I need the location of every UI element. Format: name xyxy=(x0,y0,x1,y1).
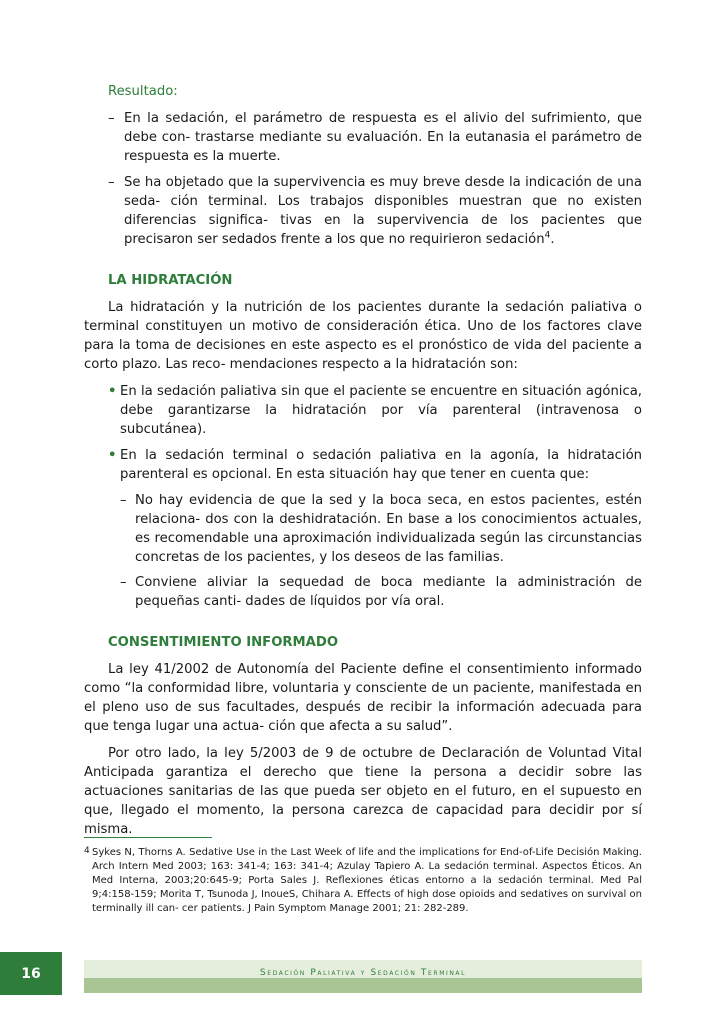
resultado-item xyxy=(84,173,642,249)
resultado-label: Resultado: xyxy=(108,84,178,99)
footer-bar xyxy=(84,978,642,993)
hidratacion-bullet xyxy=(84,446,642,484)
footnote-number: 4 xyxy=(84,846,90,856)
consentimiento-paragraph: La ley 41/2002 de Autonomía del Paciente define el consentimiento informado como “la conformidad libre, voluntaria y consciente de un paciente, manifestada en el pleno uso de sus facultades, después de recibir la información adecuada para que tenga lugar una actua- ción que afecta a su salud”. xyxy=(84,662,642,734)
sub-item-text: No hay evidencia de que la sed y la boca seca, en estos pacientes, estén relaciona- dos con la deshidratación. En base a los conocimientos actuales, es recomendable una aproximación individualizada según las circunstancias concretas de los pacientes, y los deseos de las familias. xyxy=(135,493,642,565)
hidratacion-sub-item xyxy=(84,573,642,611)
footnote-divider xyxy=(84,837,212,838)
resultado-item xyxy=(84,109,642,166)
page-number: 16 xyxy=(0,952,62,995)
dash-marker: – xyxy=(120,575,127,590)
resultado-item-text: En la sedación, el parámetro de respuesta es el alivio del sufrimiento, que debe con- trastarse mediante su evaluación. En la eutanasia el parámetro de respuesta es la muerte. xyxy=(124,111,642,164)
resultado-item-end: . xyxy=(550,232,555,247)
dash-marker: – xyxy=(108,175,115,190)
resultado-item-text: Se ha objetado que la supervivencia es muy breve desde la indicación de una seda- ción terminal. Los trabajos disponibles muestran que no existen diferencias significa- tivas en la supervivencia de los pacientes que precisaron ser sedados frente a los que no requirieron sedación xyxy=(124,175,642,247)
hidratacion-sub-item xyxy=(84,491,642,567)
section-title-hidratacion: LA HIDRATACIÓN xyxy=(108,273,233,288)
bullet-text: En la sedación paliativa sin que el paciente se encuentre en situación agónica, debe garantizarse la hidratación por vía parenteral (intravenosa o subcutánea). xyxy=(120,384,642,437)
page-body xyxy=(84,82,642,847)
dash-marker: – xyxy=(108,111,115,126)
hidratacion-bullet xyxy=(84,382,642,439)
dash-marker: – xyxy=(120,493,127,508)
footnote-text: Sykes N, Thorns A. Sedative Use in the Last Week of life and the implications for End-of-Life Decisión Making. Arch Intern Med 2003; 163: 341-4; 163: 341-4; Azulay Tapiero A. La sedación terminal. Aspectos Éticos. An Med Interna, 2003;20:645-9; Porta Sales J. Reflexiones éticas entorno a la sedación terminal. Med Pal 9;4:158-159; Morita T, Tsunoda J, InoueS, Chihara A. Effects of high dose opioids and sedatives on survival on terminally ill can- cer patients. J Pain Symptom Manage 2001; 21: 282-289. xyxy=(92,847,642,914)
footnote xyxy=(84,846,642,916)
sub-item-text: Conviene aliviar la sequedad de boca mediante la administración de pequeñas canti- dades de líquidos por vía oral. xyxy=(135,575,642,609)
section-title-consentimiento: CONSENTIMIENTO INFORMADO xyxy=(108,635,339,650)
bullet-dot-icon: • xyxy=(108,448,117,463)
bullet-text: En la sedación terminal o sedación paliativa en la agonía, la hidratación parenteral es opcional. En esta situación hay que tener en cuenta que: xyxy=(120,448,642,482)
hidratacion-intro: La hidratación y la nutrición de los pacientes durante la sedación paliativa o terminal constituyen un motivo de consideración ética. Uno de los factores clave para la toma de decisiones en este aspecto es el pronóstico de vida del paciente a corto plazo. Las reco- mendaciones respecto a la hidratación son: xyxy=(84,300,642,372)
consentimiento-paragraph: Por otro lado, la ley 5/2003 de 9 de octubre de Declaración de Voluntad Vital Anticipada garantiza el derecho que tiene la persona a decidir sobre las actuaciones sanitarias de las que pueda ser objeto en el futuro, en el supuesto en que, llegado el momento, la persona carezca de capacidad para decidir por sí misma. xyxy=(84,746,642,837)
footer-band xyxy=(84,960,642,978)
footnote-ref[interactable]: 4 xyxy=(544,230,551,241)
running-title: Sedación Paliativa y Sedación Terminal xyxy=(259,968,467,978)
bullet-dot-icon: • xyxy=(108,384,117,399)
